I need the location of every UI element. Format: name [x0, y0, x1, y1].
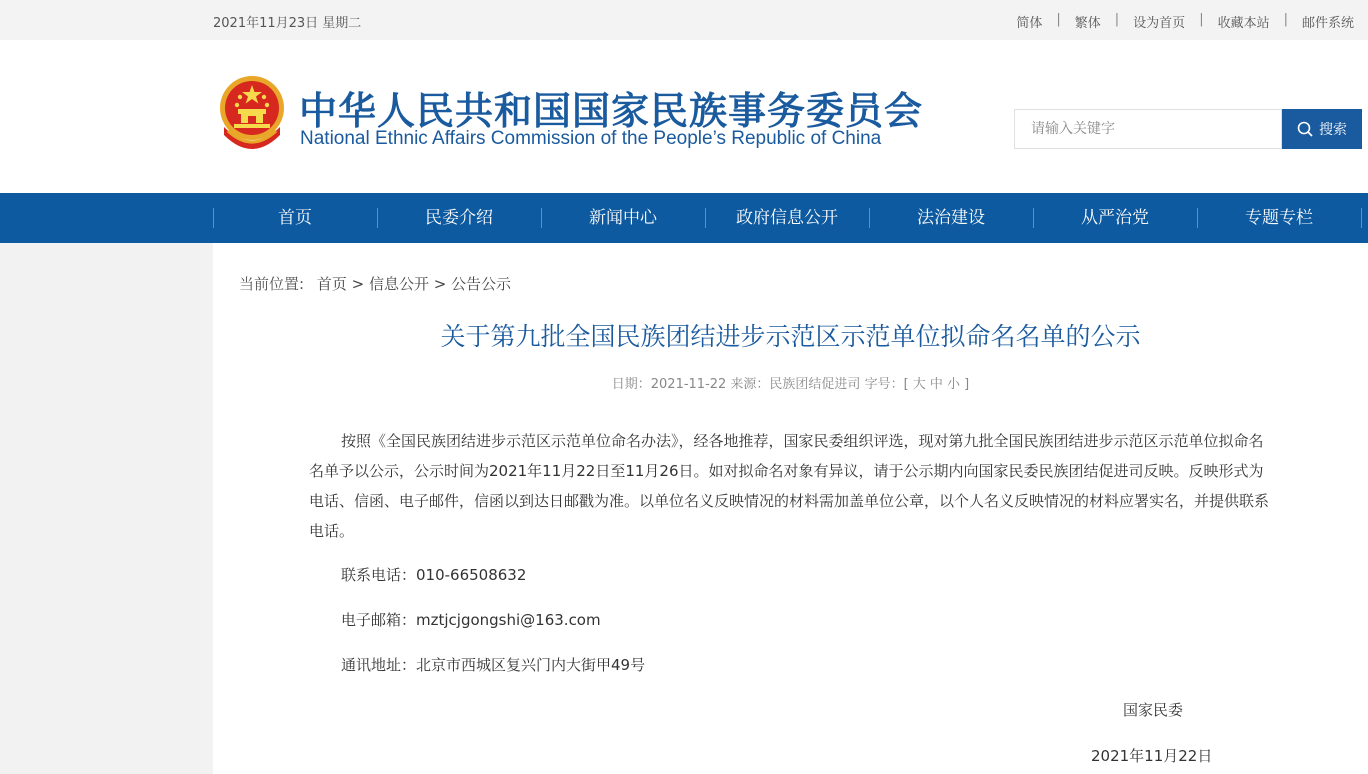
link-set-homepage[interactable]: 设为首页 [1133, 16, 1186, 31]
contact-phone: 联系电话：010-66508632 [341, 566, 527, 584]
article-title: 关于第九批全国民族团结进步示范区示范单位拟命名名单的公示 [440, 322, 1141, 351]
contact-email: 电子邮箱：mztjcjgongshi@163.com [341, 611, 601, 629]
nav-gov-info[interactable]: 政府信息公开 [736, 208, 838, 228]
link-mail-system[interactable]: 邮件系统 [1301, 16, 1354, 31]
nav-news[interactable]: 新闻中心 [589, 208, 657, 228]
national-emblem-icon[interactable] [218, 75, 286, 150]
nav-about[interactable]: 民委介绍 [425, 208, 493, 228]
search-box [1014, 109, 1282, 149]
nav-rule-of-law[interactable]: 法治建设 [917, 208, 985, 228]
article-meta: 日期：2021-11-22 来源：民族团结促进司 字号：[ 大 中 小 ] [611, 377, 970, 392]
link-bookmark[interactable]: 收藏本站 [1217, 16, 1270, 31]
current-date: 2021年11月23日 星期二 [213, 16, 362, 31]
search-input[interactable] [1029, 110, 1273, 148]
search-icon [1297, 121, 1313, 137]
main-nav [0, 193, 1368, 243]
breadcrumb [239, 273, 511, 294]
nav-special-topics[interactable]: 专题专栏 [1245, 208, 1313, 228]
signature: 国家民委 [1123, 701, 1184, 719]
sign-date: 2021年11月22日 [1091, 747, 1213, 765]
breadcrumb-path[interactable]: 首页 > 信息公开 > 公告公示 [316, 275, 512, 293]
site-title-cn[interactable]: 中华人民共和国国家民族事务委员会 [299, 89, 924, 133]
contact-address: 通讯地址：北京市西城区复兴门内大街甲49号 [341, 656, 646, 674]
search-button-label: 搜索 [1319, 122, 1347, 138]
article-container [213, 243, 1368, 774]
nav-home[interactable]: 首页 [278, 208, 312, 228]
link-simplified[interactable]: 简体 [1016, 16, 1043, 31]
top-bar [0, 0, 1368, 40]
search-button[interactable] [1282, 109, 1362, 149]
article-body: 按照《全国民族团结进步示范区示范单位命名办法》，经各地推荐，国家民委组织评选，现对第九批全国民族团结进步示范区示范单位拟命名名单予以公示，公示时间为2021年11月22日至11月26日。如对拟命名对象有异议，请于公示期内向国家民委民族团结促进司反映。反映形式为电话、信函、电子邮件，信函以到达日邮戳为准。以单位名义反映情况的材料需加盖单位公章，以个人名义反映情况的材料应署实名，并提供联系电话。 [309, 432, 1270, 540]
top-links: 简体 | 繁体 | 设为首页 | 收藏本站 | 邮件系统 [1002, 12, 1368, 31]
link-traditional[interactable]: 繁体 [1074, 16, 1101, 31]
site-title-en[interactable]: National Ethnic Affairs Commission of the People’s Republic of China [300, 128, 882, 149]
nav-party-discipline[interactable]: 从严治党 [1081, 208, 1149, 228]
breadcrumb-label: 当前位置: [239, 275, 305, 293]
site-header [0, 40, 1368, 193]
